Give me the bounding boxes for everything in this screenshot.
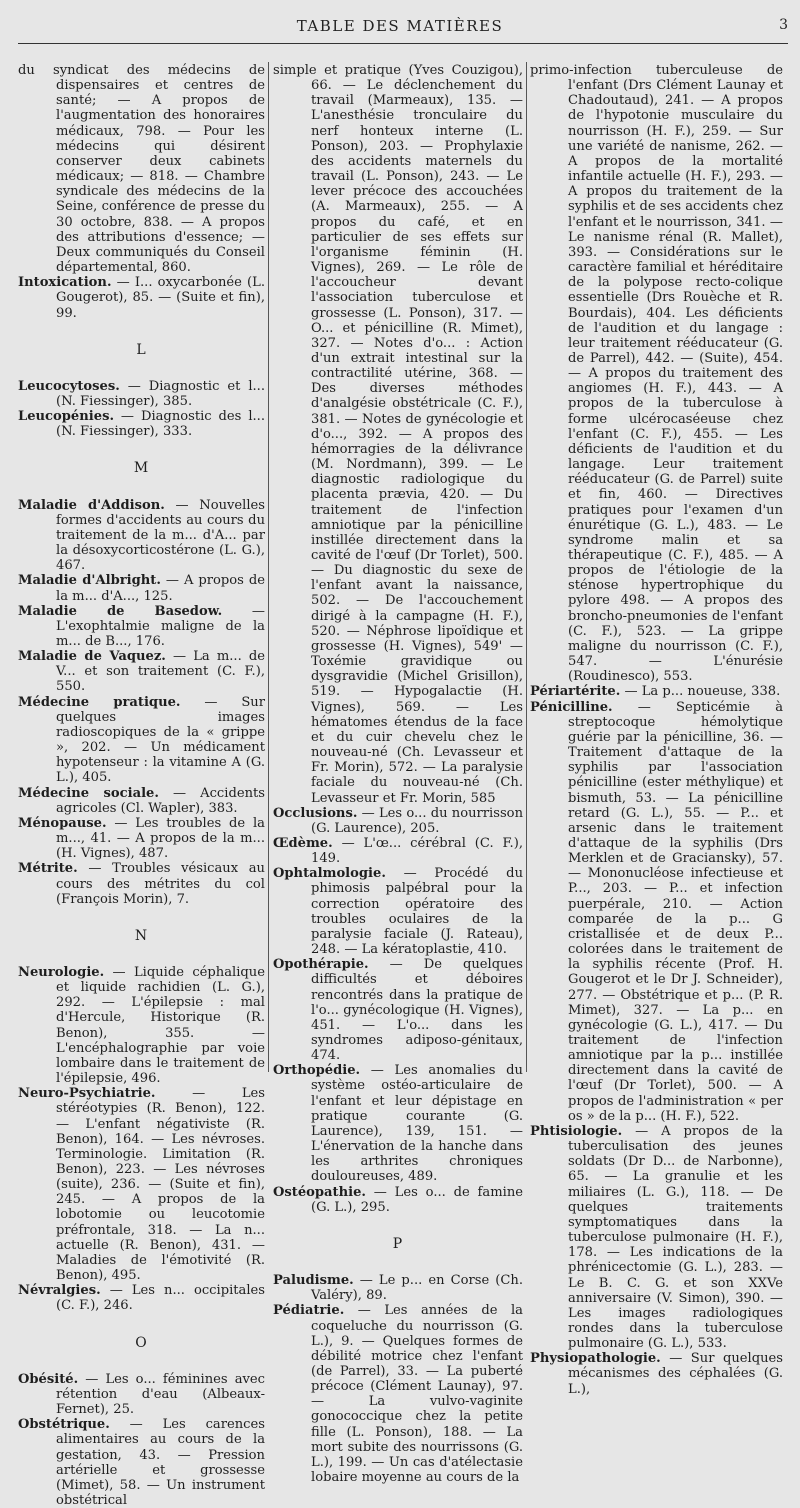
index-entry: [18, 786, 265, 816]
entry-heading: Obésité.: [18, 1371, 79, 1387]
entry-heading: Neuro-Psychiatrie.: [18, 1086, 156, 1102]
entry-heading: Maladie de Vaquez.: [18, 649, 166, 665]
index-entry: [18, 1372, 265, 1417]
entry-text: — De quelques difficultés et déboires rencontrés dans la pratique de l'o... gynécologique (H. Vignes), 451. — L'o... dans les syndromes adiposo-génitaux, 474.: [311, 957, 523, 1064]
entry-text: — Les o... de famine (G. L.), 295.: [311, 1184, 523, 1215]
entry-heading: Paludisme.: [273, 1273, 354, 1289]
entry-heading: Œdème.: [273, 835, 333, 851]
index-entry: [273, 836, 523, 866]
column-1: [18, 63, 265, 1508]
index-entry: [273, 806, 523, 836]
index-entry: [273, 1273, 523, 1303]
column-3: [530, 63, 783, 1397]
entry-text: primo-infection tuberculeuse de l'enfant (Drs Clément Launay et Chadoutaud), 241. — A propos de l'hypotonie musculaire du nourrisson (H. F.), 259. — Sur une variété de nanisme, 262. — A propos de la mortalité infantile actuelle (H. F.), 293. — A propos du traitement de la syphilis et de ses accidents chez l'enfant et le nourrisson, 341. — Le nanisme rénal (R. Mallet), 393. — Considérations sur le caractère familial et héréditaire de la polypose recto-colique essentielle (Drs Rouèche et R. Bourdais), 404. Les déficients de l'audition et du langage : leur traitement rééducateur (G. de Parrel), 442. — (Suite), 454. — A propos du traitement des angiomes (H. F.), 443. — A propos de la tuberculose à forme ulcérocaséeuse chez l'enfant (C. F.), 455. — Les déficients de l'audition et du langage. Leur traitement rééducateur (G. de Parrel) suite et fin, 460. — Directives pratiques pour l'examen d'un énurétique (G. L.), 483. — Le syndrome malin et sa thérapeutique (C. F.), 485. — A propos de l'étiologie de la sténose hypertrophique du pylore 498. — A propos des broncho-pneumonies de l'enfant (C. F.), 523. — La grippe maligne du nourrisson (C. F.), 547. — L'énurésie (Roudinesco), 553.: [530, 63, 783, 685]
entry-heading: Neurologie.: [18, 964, 105, 980]
entry-text: — L'œ... cérébral (C. F.), 149.: [311, 835, 523, 867]
entry-text: — Les années de la coqueluche du nourrisson (G. L.), 9. — Quelques formes de débilité motrice chez l'enfant (de Parrel), 33. — La puberté précoce (Clément Launay), 97. — La vulvo-vaginite gonococcique chez la petite fille (L. Ponson), 188. — La mort subite des nourrissons (G. L.), 199. — Un cas d'atélectasie lobaire moyenne au cours de la: [311, 1303, 523, 1486]
entry-text: — L'exophtalmie maligne de la m... de B..., 176.: [56, 603, 266, 649]
entry-text: — Procédé du phimosis palpébral pour la correction opératoire des troubles oculaires de la paralysie faciale (J. Rateau), 248. — La kératoplastie, 410.: [311, 866, 523, 958]
index-entry: [273, 1303, 523, 1485]
index-entry: [18, 816, 265, 861]
index-entry: [18, 275, 265, 320]
entry-heading: Ostéopathie.: [273, 1184, 366, 1200]
index-entry: [18, 861, 265, 906]
entry-text: — Les o... du nourrisson (G. Laurence), 205.: [311, 805, 523, 836]
index-entry: [273, 866, 523, 957]
page-number: 3: [779, 17, 788, 33]
section-letter: P: [392, 1235, 404, 1252]
entry-text: — Sur quelques mécanismes des céphalées (G. L.),: [568, 1351, 783, 1397]
column-divider: [268, 62, 269, 1072]
index-entry: [18, 695, 265, 786]
entry-heading: Maladie d'Albright.: [18, 573, 161, 589]
entry-text: — Diagnostic des l... (N. Fiessinger), 333.: [56, 409, 265, 440]
index-entry: [18, 965, 265, 1086]
index-entry: [18, 573, 265, 603]
entry-text: — La p... noueuse, 338.: [620, 684, 781, 700]
entry-text: — Le p... en Corse (Ch. Valéry), 89.: [311, 1273, 523, 1304]
entry-heading: Maladie d'Addison.: [18, 497, 165, 513]
entry-text: — Les n... occipitales (C. F.), 246.: [56, 1283, 265, 1314]
entry-text: — Septicémie à streptocoque hémolytique guérie par la pénicilline, 36. — Traitement d'attaque de la syphilis par l'association pénicilline (ester méthylique) et bismuth, 53. — La pénicilline retard (G. L.), 55. — P... et arsenic dans le traitement d'attaque de la syphilis (Drs Merklen et de Graciansky), 57. — Mononucléose infectieuse et P..., 203. — P... et infection puerpérale, 210. — Action comparée de la p... G cristallisée et de deux P... colorées dans le traitement de la syphilis récente (Prof. H. Gougerot et le Dr J. Schneider), 277. — Obstétrique et p... (P. R. Mimet), 327. — La p... en gynécologie (G. L.), 417. — Du traitement de l'infection amniotique par la p... instillée directement dans la cavité de l'œuf (Dr Torlet), 500. — A propos de l'administration « per os » de la p... (H. F.), 522.: [568, 699, 783, 1124]
index-entry: [530, 1351, 783, 1396]
header-rule: [18, 43, 788, 44]
entry-heading: Pénicilline.: [530, 699, 613, 715]
index-entry: [273, 957, 523, 1063]
entry-heading: Ophtalmologie.: [273, 866, 386, 882]
entry-text: — Les stéréotypies (R. Benon), 122. — L'enfant négativiste (R. Benon), 164. — Les névroses. Terminologie. Limitation (R. Benon), 223. — Les névroses (suite), 236. — (Suite et fin), 245. — A propos de la lobotomie ou leucotomie préfrontale, 318. — La n... actuelle (R. Benon), 431. — Maladies de l'émotivité (R. Benon), 495.: [56, 1086, 265, 1284]
index-entry: [18, 1086, 265, 1283]
entry-text: simple et pratique (Yves Couzigou), 66. — Le déclenchement du travail (Marmeaux), 135. — L'anesthésie tronculaire du nerf honteux interne (L. Ponson), 203. — Prophylaxie des accidents maternels du travail (L. Ponson), 243. — Le lever précoce des accouchées (A. Marmeaux), 255. — A propos du café, et en particulier de ses effets sur l'organisme féminin (H. Vignes), 269. — Le rôle de l'accoucheur devant l'association tuberculose et grossesse (L. Ponson), 317. — O... et pénicilline (R. Mimet), 327. — Notes d'o... : Action d'un extrait intestinal sur la contractilité utérine, 368. — Des diverses méthodes d'analgésie obstétricale (C. F.), 381. — Notes de gynécologie et d'o..., 392. — A propos des hémorragies de la délivrance (M. Nordmann), 399. — Le diagnostic radiologique du placenta prævia, 420. — Du traitement de l'infection amniotique par la pénicilline instillée directement dans la cavité de l'œuf (Dr Torlet), 500. — Du diagnostic du sexe de l'enfant avant la naissance, 502. — De l'accouchement dirigé à la campagne (H. F.), 520. — Néphrose lipoïdique et grossesse (H. Vignes), 549' — Toxémie gravidique ou dysgravidie (Michel Grisillon), 519. — Hypogalactie (H. Vignes), 569. — Les hématomes étendus de la face et du cuir chevelu chez le nouveau-né (Ch. Levasseur et Fr. Morin), 572. — La paralysie faciale du nouveau-né (Ch. Levasseur et Fr. Morin, 585: [273, 63, 523, 806]
entry-heading: Opothérapie.: [273, 957, 369, 973]
index-entry: [530, 700, 783, 1124]
entry-heading: Obstétrique.: [18, 1417, 110, 1433]
entry-heading: Orthopédie.: [273, 1063, 361, 1079]
entry-heading: Névralgies.: [18, 1283, 101, 1299]
entry-text: — Les carences alimentaires au cours de la gestation, 43. — Pression artérielle et grossesse (Mimet), 58. — Un instrument obstétrical: [56, 1417, 265, 1508]
entry-heading: Intoxication.: [18, 275, 112, 291]
entry-text: — La m... de V... et son traitement (C. F.), 550.: [56, 649, 265, 695]
entry-heading: Occlusions.: [273, 805, 358, 821]
entry-text: — Les troubles de la m..., 41. — A propos de la m... (H. Vignes), 487.: [56, 815, 265, 862]
entry-heading: Périartérite.: [530, 684, 621, 700]
index-entry: [530, 1124, 783, 1351]
entry-text: — Les o... féminines avec rétention d'eau (Albeaux-Fernet), 25.: [56, 1371, 265, 1418]
column-2: [273, 63, 523, 1485]
entry-heading: Métrite.: [18, 861, 78, 877]
entry-text: — Sur quelques images radioscopiques de la « grippe », 202. — Un médicament hypotenseur : la vitamine A (G. L.), 405.: [56, 694, 265, 786]
entry-text: — Les anomalies du système ostéo-articulaire de l'enfant et leur dépistage en pratique courante (G. Laurence), 139, 151. — L'énervation de la hanche dans les arthrites chroniques douloureuses, 489.: [311, 1063, 523, 1185]
entry-text: — Liquide céphalique et liquide rachidien (L. G.), 292. — L'épilepsie : mal d'Hercule, Historique (R. Benon), 355. — L'encéphalographie par voie lombaire dans le traitement de l'épilepsie, 496.: [56, 964, 265, 1087]
page-title: TABLE DES MATIÈRES: [296, 17, 504, 35]
section-letter: N: [134, 927, 149, 944]
entry-text: — Nouvelles formes d'accidents au cours du traitement de la m... d'A... par la désoxycorticostérone (L. G.), 467.: [56, 497, 266, 574]
index-entry: [530, 63, 783, 684]
index-entry: [18, 498, 265, 574]
index-entry: [273, 1063, 523, 1184]
entry-heading: Phtisiologie.: [530, 1123, 623, 1139]
index-entry: [273, 63, 523, 806]
index-entry: [18, 649, 265, 694]
entry-heading: Leucocytoses.: [18, 378, 120, 394]
entry-text: — Accidents agricoles (Cl. Wapler), 383.: [56, 785, 265, 816]
index-entry: [18, 604, 265, 649]
index-entry: [18, 409, 265, 439]
section-letter: O: [135, 1334, 148, 1351]
column-divider: [526, 62, 527, 1072]
index-entry: [18, 379, 265, 409]
index-entry: [273, 1185, 523, 1215]
entry-heading: Leucopénies.: [18, 409, 115, 425]
index-entry: [530, 684, 783, 699]
entry-heading: Physiopathologie.: [530, 1351, 661, 1367]
section-letter: L: [136, 341, 147, 358]
index-entry: [18, 63, 265, 275]
entry-heading: Maladie de Basedow.: [18, 603, 223, 619]
entry-text: — I... oxycarbonée (L. Gougerot), 85. — (Suite et fin), 99.: [56, 275, 265, 321]
index-entry: [18, 1283, 265, 1313]
entry-heading: Médecine pratique.: [18, 694, 181, 710]
entry-text: — Troubles vésicaux au cours des métrites du col (François Morin), 7.: [56, 861, 265, 907]
index-entry: [18, 1417, 265, 1508]
entry-heading: Ménopause.: [18, 815, 107, 831]
entry-text: — Diagnostic et l... (N. Fiessinger), 385.: [56, 378, 265, 409]
entry-text: — A propos de la tuberculisation des jeunes soldats (Dr D... de Narbonne), 65. — La granulie et les miliaires (L. G.), 118. — De quelques traitements symptomatiques dans la tuberculose pulmonaire (H. F.), 178. — Les indications de la phrénicectomie (G. L.), 283. — Le B. C. G. et son XXVe anniversaire (V. Simon), 390. — Les images radiologiques rondes dans la tuberculose pulmonaire (G. L.), 533.: [568, 1123, 783, 1352]
entry-text: — A propos de la m... d'A..., 125.: [56, 573, 266, 604]
section-letter: M: [133, 460, 150, 477]
entry-text: du syndicat des médecins de dispensaires et centres de santé; — A propos de l'augmentation des honoraires médicaux, 798. — Pour les médecins qui désirent conserver deux cabinets médicaux; — 818. — Chambre syndicale des médecins de la Seine, conférence de presse du 30 octobre, 838. — A propos des attributions d'essence; — Deux communiqués du Conseil départemental, 860.: [18, 63, 265, 276]
entry-heading: Pédiatrie.: [273, 1303, 345, 1319]
entry-heading: Médecine sociale.: [18, 785, 159, 801]
